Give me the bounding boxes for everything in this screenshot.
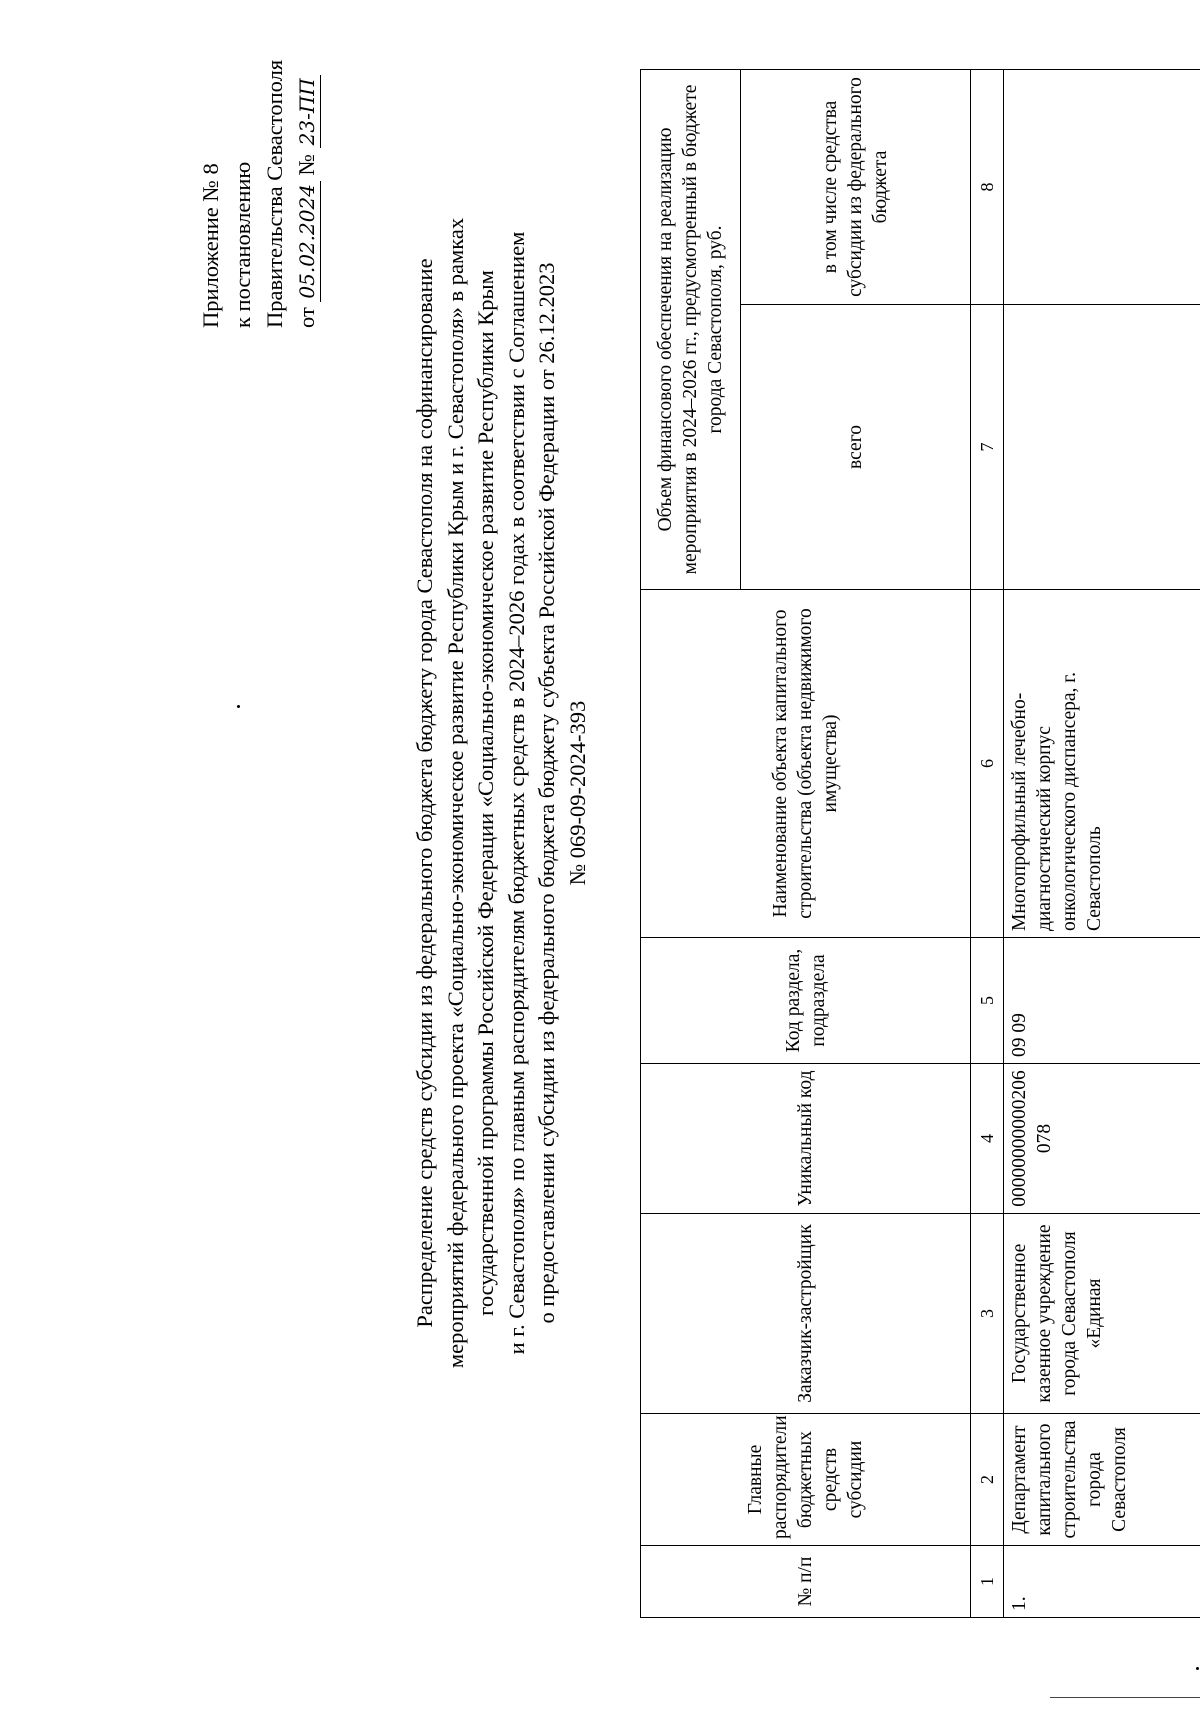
title-line-1: Распределение средств субсидии из федерального бюджета бюджету города Севастополя на софинансирование: [412, 258, 437, 1328]
approval-block: [195, 18, 323, 328]
header-funding-volume: Объем финансового обеспечения на реализацию мероприятия в 2024–2026 гг., предусмотренный в бюджете города Севастополя, руб.: [641, 69, 741, 589]
title-line-4: и г. Севастополя» по главным распорядителям бюджетных средств в 2024–2026 годах в соответствии с Соглашением: [503, 231, 529, 1355]
date-prefix: от: [294, 307, 319, 328]
approval-line-government: Правительства Севастополя: [262, 59, 287, 328]
cell-total: [1004, 305, 1200, 590]
cell-num: 1.: [1004, 1546, 1200, 1618]
header-num: № п/п: [641, 1546, 971, 1618]
title-line-3: государственной программы Российской Федерации «Социально-экономическое развитие Республики Крым: [473, 270, 498, 1316]
approval-line-date: [291, 18, 323, 328]
handwritten-number: 23-ПП: [294, 75, 321, 148]
column-number: 7: [971, 305, 1004, 590]
header-unique-code: Уникальный код: [641, 1064, 971, 1214]
scan-dot: [1196, 1667, 1199, 1670]
header-federal-share: в том числе средства субсидии из федерального бюджета: [741, 69, 971, 304]
column-number-row: [971, 69, 1004, 1617]
title-line-5: о предоставлении субсидии из федерального бюджета бюджету субъекта Российской Федерации от 26.12.2023: [534, 262, 559, 1324]
cell-unique-code: 00000000000206078: [1004, 1064, 1200, 1214]
column-number: 4: [971, 1064, 1004, 1214]
header-total: всего: [741, 305, 971, 590]
column-number: 6: [971, 590, 1004, 938]
header-row-1: [641, 69, 741, 1617]
header-object-name: Наименование объекта капитального строительства (объекта недвижимого имущества): [641, 590, 971, 938]
header-main-managers: Главные распорядители бюджетных средств субсидии: [641, 1414, 971, 1546]
document-title: [410, 133, 593, 1453]
column-number: 8: [971, 69, 1004, 304]
cell-customer: Государственное казенное учреждение города Севастополя «Единая: [1004, 1214, 1200, 1414]
cell-object-name: Многопрофильный лечебно-диагностический корпус онкологического диспансера, г. Севастополь: [1004, 590, 1200, 938]
distribution-table: [640, 69, 1200, 1618]
cell-federal: [1004, 69, 1200, 304]
column-number: 5: [971, 938, 1004, 1064]
approval-line-resolution: к постановлению: [230, 161, 255, 328]
column-number: 3: [971, 1214, 1004, 1414]
cell-section-code: 09 09: [1004, 938, 1200, 1064]
column-number: 2: [971, 1414, 1004, 1546]
header-customer: Заказчик-застройщик: [641, 1214, 971, 1414]
title-line-2: мероприятий федерального проекта «Социально-экономическое развитие Республики Крым и г. Севастополя» в рамках: [442, 217, 468, 1369]
scan-dot: [237, 705, 240, 708]
title-line-6: № 069-09-2024-393: [564, 700, 590, 886]
handwritten-date: 05.02.2024: [294, 181, 321, 302]
scan-edge-mark: [1050, 1697, 1200, 1698]
header-section-code: Код раздела, подраздела: [641, 938, 971, 1064]
number-prefix: №: [294, 153, 319, 176]
table-row: [1004, 69, 1200, 1617]
approval-line-appendix: Приложение № 8: [198, 163, 223, 328]
column-number: 1: [971, 1546, 1004, 1618]
cell-main-manager: Департамент капитального строительства города Севастополя: [1004, 1414, 1200, 1546]
